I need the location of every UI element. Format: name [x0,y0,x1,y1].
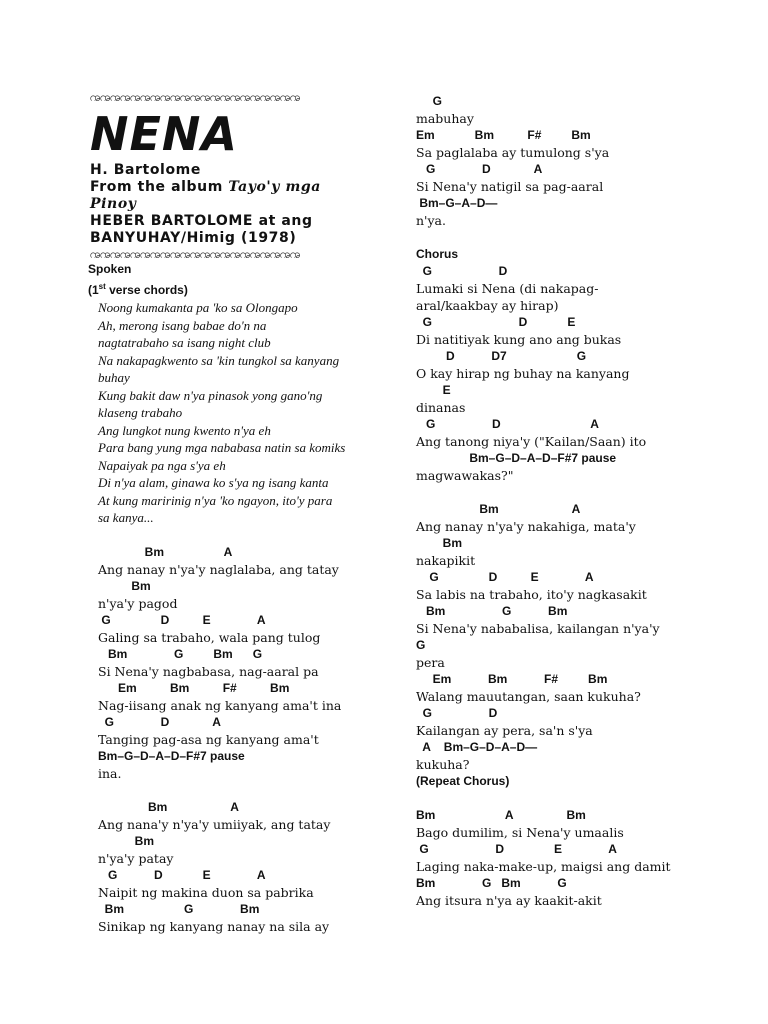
chord-line: Bm [98,578,151,593]
ornament-divider-bottom: ꩠꩠꩠꩠꩠꩠꩠꩠꩠꩠꩠꩠꩠꩠꩠꩠꩠꩠꩠꩠꩠ [90,247,300,261]
chord-line: G D E A [416,570,594,584]
lyric-line: n'ya. [416,213,446,228]
chord-line: D D7 G [416,349,587,363]
lyric-line: Galing sa trabaho, wala pang tulog [98,629,321,645]
lyric-line: O kay hirap ng buhay na kanyang [416,366,630,381]
spacer [416,790,756,807]
section-label: (1st verse chords) [88,282,188,297]
lyric-line: n'ya'y patay [98,850,174,866]
lyric-line: Di natitiyak kung ano ang bukas [416,332,622,347]
lyric-line: Si Nena'y nababalisa, kailangan n'ya'y [416,621,660,636]
chord-line: Bm–G–D–A–D–F#7 pause [416,451,617,465]
spoken-line: Napaiyak pa nga s'ya eh [98,457,226,473]
lyric-line: Naipit ng makina duon sa pabrika [98,884,314,900]
lyric-line: Ang tanong niya'y ("Kailan/Saan) ito [416,434,647,449]
section-label: Chorus [416,247,458,261]
lyric-line: Nag-iisang anak ng kanyang ama't ina [98,697,342,713]
album-line [90,179,390,196]
chord-line: E [416,383,451,397]
song-author: H. Bartolome [90,162,201,178]
spoken-line: klaseng trabaho [98,405,183,420]
chord-line: Bm A [98,544,233,559]
lyric-line: magwawakas?" [416,468,514,483]
artist-line-2: BANYUHAY/Himig (1978) [90,230,297,246]
song-title: NENA [90,107,239,161]
lyric-line: Si Nena'y natigil sa pag-aaral [416,179,604,194]
lyric-line: pera [416,655,445,670]
lyric-line: nakapikit [416,553,476,568]
lyric-line: Kailangan ay pera, sa'n s'ya [416,723,593,738]
chord-line: Bm A [416,502,581,516]
spoken-line: Kung bakit daw n'ya pinasok yong gano'ng [98,387,323,403]
lyric-line: Laging naka-make-up, maigsi ang damit [416,859,671,874]
right-lines [416,93,756,909]
chord-line: Bm G Bm [416,604,568,618]
spoken-line: Ang lungkot nung kwento n'ya eh [98,422,271,438]
chord-line: Bm [416,536,463,550]
lyric-line: Walang mauutangan, saan kukuha? [416,689,641,704]
ornament-divider-top: ꩠꩠꩠꩠꩠꩠꩠꩠꩠꩠꩠꩠꩠꩠꩠꩠꩠꩠꩠꩠꩠ [90,90,300,104]
section-label: Spoken [88,262,132,276]
spacer [416,229,756,246]
lyric-line: n'ya'y pagod [98,595,178,611]
spacer [416,484,756,501]
lyric-line: dinanas [416,400,466,415]
chord-line: G D E [416,315,576,329]
lyric-line: Sinikap ng kanyang nanay na sila ay [98,918,330,934]
lyric-line: ina. [98,765,122,781]
spoken-line: Na nakapagkwento sa 'kin tungkol sa kanyang [98,352,340,368]
chord-line: G [416,638,426,652]
spoken-line: sa kanya... [98,510,154,525]
chord-line: Em Bm F# Bm [416,672,608,686]
section-label: (Repeat Chorus) [416,774,510,788]
album-title-cont: Pinoy [90,196,137,212]
lyric-line: Ang itsura n'ya ay kaakit-akit [416,893,602,908]
chord-line: G D E A [416,842,617,856]
lyric-line: Sa paglalaba ay tumulong s'ya [416,145,610,160]
lyric-line: kukuha? [416,757,470,772]
chord-line: G [416,94,443,108]
chord-line: G D [416,706,498,720]
chord-line: Bm–G–A–D— [416,196,498,210]
spoken-line: At kung maririnig n'ya 'ko ngayon, ito'y para [98,492,333,508]
chord-line: G D [416,264,508,278]
chord-line: Bm G Bm G [98,646,263,661]
chord-line: Bm A Bm [416,808,586,822]
chord-line: A Bm–G–D–A–D— [416,740,538,754]
chord-line: G D E A [98,612,266,627]
artist-line-1: HEBER BARTOLOME at ang [90,213,313,229]
lyric-line: Bago dumilim, si Nena'y umaalis [416,825,624,840]
spoken-line: buhay [98,370,130,385]
lyric-line: Si Nena'y nagbabasa, nag-aaral pa [98,663,319,679]
album-prefix: From the album [90,179,229,195]
chord-line: Em Bm F# Bm [416,128,591,142]
spoken-line: Di n'ya alam, ginawa ko s'ya ng isang kanta [98,475,329,490]
chord-line: Bm A [98,799,239,814]
spoken-line: nagtatrabaho sa isang night club [98,335,271,350]
lyric-line: Ang nana'y n'ya'y umiiyak, ang tatay [98,816,331,832]
lyric-line: Sa labis na trabaho, ito'y nagkasakit [416,587,647,602]
chord-line: Bm G Bm G [416,876,567,890]
lyric-line: Lumaki si Nena (di nakapag- [416,281,599,296]
left-lines [88,261,390,935]
lyric-line: aral/kaakbay ay hirap) [416,298,559,313]
left-column [90,90,390,935]
spoken-line: Ah, merong isang babae do'n na [98,317,267,333]
chord-line: G D A [416,417,599,431]
spoken-line: Noong kumakanta pa 'ko sa Olongapo [98,300,298,315]
spacer [88,527,390,544]
chord-line: Bm [98,833,155,848]
chord-line: G D A [416,162,543,176]
spacer [88,782,390,799]
spoken-line: Para bang yung mga nababasa natin sa komiks [98,440,346,455]
lyric-line: Tanging pag-asa ng kanyang ama't [98,731,319,747]
album-title: Tayo'y mga [228,179,321,195]
lyric-line: Ang nanay n'ya'y nakahiga, mata'y [416,519,636,534]
lyric-line: Ang nanay n'ya'y naglalaba, ang tatay [98,561,339,577]
chord-line: G D A [98,714,221,729]
chord-line: G D E A [98,867,266,882]
chord-line: Em Bm F# Bm [98,680,290,695]
chord-line: Bm–G–D–A–D–F#7 pause [98,748,245,763]
chord-line: Bm G Bm [98,901,260,916]
right-column [416,93,756,909]
lyric-line: mabuhay [416,111,474,126]
